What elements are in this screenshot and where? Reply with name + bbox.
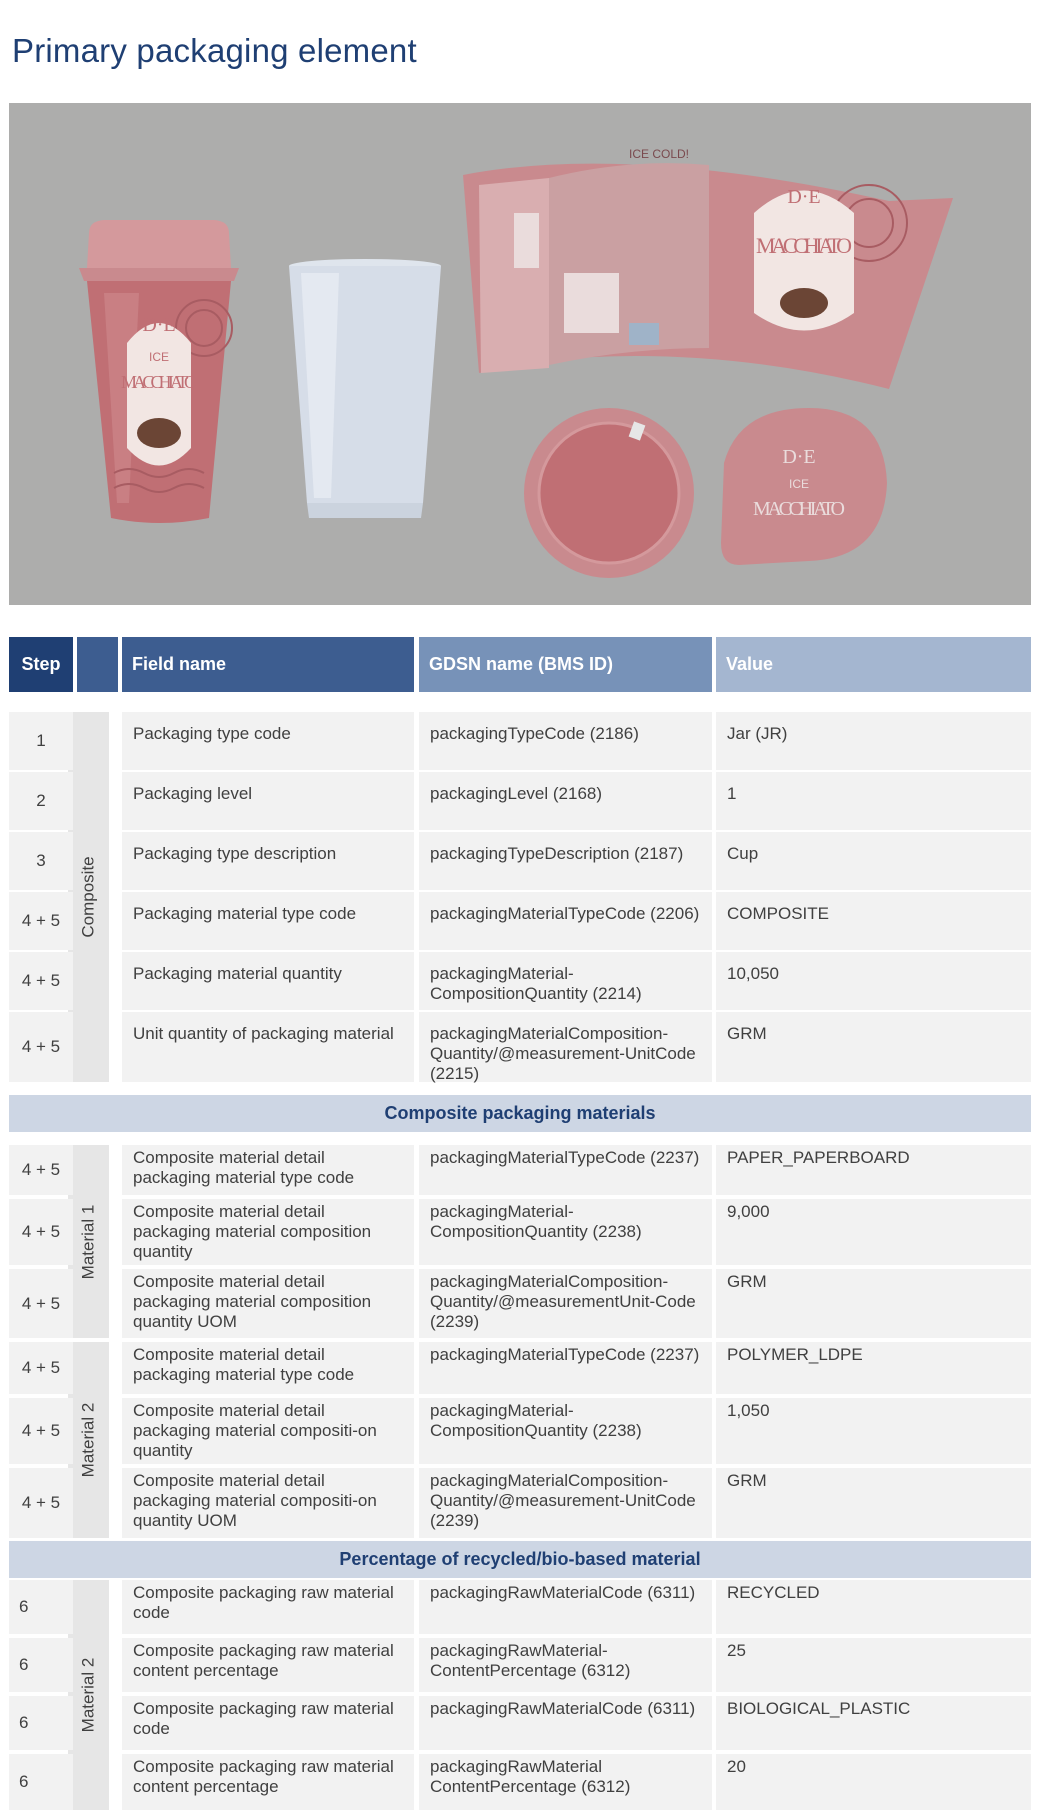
table-row: 4 + 5 Composite material detail packaging material type code packagingMaterialTypeCode (2237) PAPER_PAPERBOARD — [9, 1145, 1031, 1195]
table-row: 2 Packaging level packagingLevel (2168) 1 — [9, 772, 1031, 830]
wrap-tag-text: ICE COLD! — [628, 147, 690, 161]
table-row: 4 + 5 Packaging material type code packagingMaterialTypeCode (2206) COMPOSITE — [9, 892, 1031, 950]
group-material-2-recycled: Material 2 — [68, 1580, 109, 1810]
empty-cup-image — [289, 259, 441, 518]
table-row: 1 Packaging type code packagingTypeCode (2186) Jar (JR) — [9, 712, 1031, 770]
table-row: 6 Composite packaging raw material code packagingRawMaterialCode (6311) BIOLOGICAL_PLASTIC — [9, 1696, 1031, 1750]
label-wrap-image — [463, 147, 953, 389]
product-photo — [9, 103, 1031, 605]
wrap-name-text: MACCHIATO — [756, 233, 852, 258]
table-row: 3 Packaging type description packagingTypeDescription (2187) Cup — [9, 832, 1031, 890]
cup-line-text: ICE — [148, 350, 170, 364]
table-row: 4 + 5 Composite material detail packaging material composition quantity packagingMaterial-CompositionQuantity (2238) 9,000 — [9, 1199, 1031, 1265]
header-step: Step — [9, 637, 73, 692]
table-row: 4 + 5 Composite material detail packaging material composition quantity UOM packagingMaterialComposition-Quantity/@measurementUnit-Code (2239) GRM — [9, 1269, 1031, 1338]
table-row: 4 + 5 Composite material detail packaging material compositi-on quantity UOM packagingMaterialComposition-Quantity/@measurement-UnitCode (2239) GRM — [9, 1468, 1031, 1538]
table-row: 4 + 5 Unit quantity of packaging material packagingMaterialComposition-Quantity/@measurement-UnitCode (2215) GRM — [9, 1012, 1031, 1082]
filled-cup-image — [79, 220, 239, 523]
header-group — [77, 637, 118, 692]
wrap-brand-text: D·E — [787, 186, 821, 208]
table-row: 6 Composite packaging raw material content percentage packagingRawMaterial-ContentPercentage (6312) 25 — [9, 1638, 1031, 1692]
group-material-1: Material 1 — [68, 1145, 109, 1338]
table-row: 6 Composite packaging raw material code packagingRawMaterialCode (6311) RECYCLED — [9, 1580, 1031, 1634]
printed-lid-image — [721, 408, 887, 565]
cup-brand-text: D·E — [142, 314, 176, 336]
group-composite: Composite — [68, 712, 109, 1082]
lid-line-text: ICE — [788, 477, 810, 491]
table-row: 4 + 5 Composite material detail packaging material type code packagingMaterialTypeCode (2237) POLYMER_LDPE — [9, 1342, 1031, 1394]
group-material-2: Material 2 — [68, 1342, 109, 1538]
table-row: 4 + 5 Packaging material quantity packagingMaterial-CompositionQuantity (2214) 10,050 — [9, 952, 1031, 1010]
cup-name-text: MACCHIATO — [121, 372, 197, 392]
table-row: 4 + 5 Composite material detail packaging material compositi-on quantity packagingMaterial-CompositionQuantity (2238) 1,050 — [9, 1398, 1031, 1464]
table-row: 6 Composite packaging raw material content percentage packagingRawMaterial ContentPercentage (6312) 20 — [9, 1754, 1031, 1810]
lid-image — [524, 408, 694, 578]
section-composite-materials: Composite packaging materials — [9, 1095, 1031, 1132]
header-field-name: Field name — [122, 637, 414, 692]
header-gdsn-name: GDSN name (BMS ID) — [419, 637, 712, 692]
header-value: Value — [716, 637, 1031, 692]
page-title: Primary packaging element — [12, 32, 417, 69]
lid-brand-text: D·E — [782, 446, 816, 468]
section-recycled-material: Percentage of recycled/bio-based material — [9, 1541, 1031, 1578]
lid-name-text: MACCHIATO — [753, 498, 845, 520]
table-header — [9, 637, 1031, 692]
